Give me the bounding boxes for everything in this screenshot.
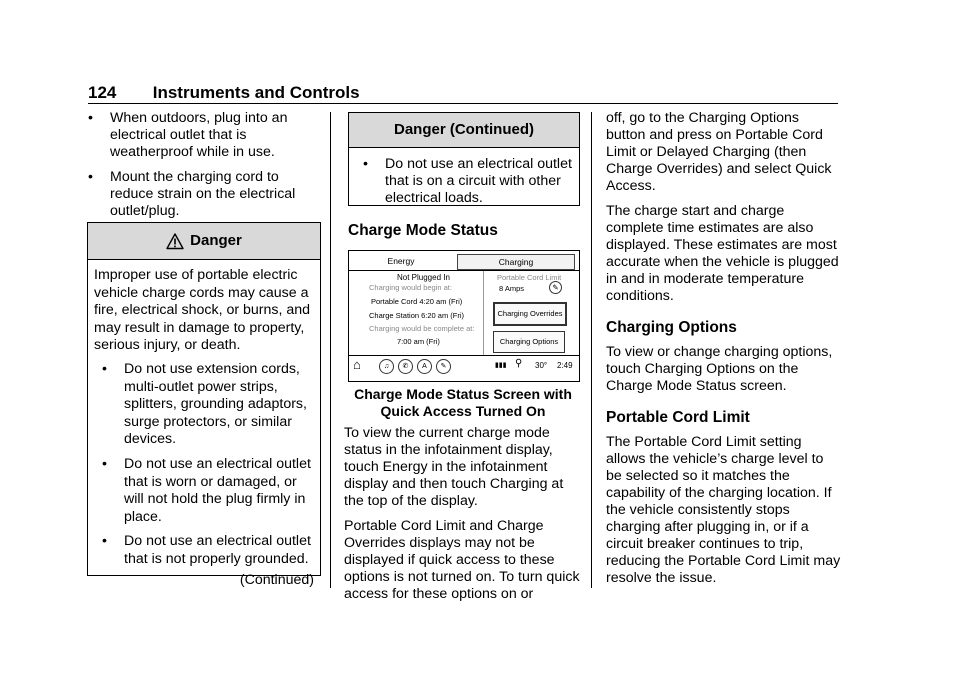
column-3 xyxy=(606,110,842,595)
continued-label: (Continued) xyxy=(239,571,314,588)
warning-icon xyxy=(166,233,184,250)
energy-icon[interactable]: ✎ xyxy=(436,359,451,374)
list-item: • Mount the charging cord to reduce strain on the electrical outlet/plug. xyxy=(88,169,296,219)
plug-status: Not Plugged In xyxy=(397,273,450,282)
audio-icon[interactable]: ♫ xyxy=(379,359,394,374)
paragraph: The charge start and charge complete time estimates are also displayed. These estimates are most accurate when the vehicle is plugged in and in moderate temperature conditions. xyxy=(606,203,839,304)
charging-options-button[interactable]: Charging Options xyxy=(493,331,565,353)
list-item: • Do not use an electrical outlet that is not properly grounded. xyxy=(102,533,311,567)
column-divider-1 xyxy=(330,112,331,588)
danger-header xyxy=(88,223,320,260)
column-2-text xyxy=(344,425,580,611)
pencil-icon[interactable]: ✎ xyxy=(549,281,562,294)
begin-label: Charging would begin at: xyxy=(369,283,452,292)
danger-body xyxy=(88,260,320,589)
divider xyxy=(349,355,579,356)
list-item: • Do not use extension cords, multi-outlet power strips, splitters, grounding adaptors, surge protectors, or similar devices. xyxy=(102,360,307,448)
divider xyxy=(483,271,484,355)
cord-limit-label: Portable Cord Limit xyxy=(497,273,562,282)
heading-charge-mode-status: Charge Mode Status xyxy=(348,222,498,239)
nav-icon[interactable]: A xyxy=(417,359,432,374)
section-title: Instruments and Controls xyxy=(152,83,360,102)
figure-caption: Charge Mode Status Screen with Quick Access Turned On xyxy=(354,386,572,419)
tab-charging[interactable]: Charging xyxy=(457,254,575,270)
home-icon[interactable]: ⌂ xyxy=(353,357,361,372)
paragraph: To view the current charge mode status in the infotainment display, touch Energy in the infotainment display and then touch Charging at the top of the display. xyxy=(344,425,564,509)
page-number: 124 xyxy=(88,83,117,102)
portable-cord-time: Portable Cord 4:20 am (Fri) xyxy=(371,297,463,306)
complete-label: Charging would be complete at: xyxy=(369,324,475,333)
page-header xyxy=(88,82,838,104)
column-1 xyxy=(88,110,318,228)
heading-portable-cord-limit: Portable Cord Limit xyxy=(606,409,750,426)
danger-continued-title: Danger (Continued) xyxy=(349,113,579,148)
list-item: • When outdoors, plug into an electrical outlet that is weatherproof while in use. xyxy=(88,110,288,160)
danger-box xyxy=(87,222,321,588)
complete-time: 7:00 am (Fri) xyxy=(397,337,440,346)
divider xyxy=(349,270,579,271)
list-item: • Do not use an electrical outlet that is on a circuit with other electrical loads. xyxy=(363,156,572,206)
temperature: 30° xyxy=(535,361,548,370)
amps-value: 8 Amps xyxy=(499,284,525,293)
charge-station-time: Charge Station 6:20 am (Fri) xyxy=(369,311,465,320)
clock: 2:49 xyxy=(557,361,573,370)
paragraph: The Portable Cord Limit setting allows the vehicle’s charge level to be selected so it matches the capability of the charging location. If the vehicle consistently stops charging after plugging in, or if a circuit breaker continues to trip, reducing the Portable Cord Limit may resolve the issue. xyxy=(606,434,841,586)
heading-charging-options: Charging Options xyxy=(606,319,737,336)
danger-continued-box xyxy=(348,112,580,206)
paragraph: To view or change charging options, touch Charging Options on the Charge Mode Status screen. xyxy=(606,344,833,394)
location-icon: ⚲ xyxy=(515,358,523,369)
phone-icon[interactable]: ✆ xyxy=(398,359,413,374)
paragraph: Portable Cord Limit and Charge Overrides displays may not be displayed if quick access to these options is not turned on. To turn quick access for these options on or xyxy=(344,518,580,602)
list-item: • Do not use an electrical outlet that is worn or damaged, or will not hold the plug firmly in place. xyxy=(102,455,311,525)
charge-mode-screen xyxy=(348,250,580,382)
paragraph: off, go to the Charging Options button and press on Portable Cord Limit or Delayed Charging (then Charge Overrides) and select Quick Access. xyxy=(606,110,832,194)
danger-intro: Improper use of portable electric vehicle charge cords may cause a fire, electrical shock, or burns, and may result in damage to property, serious injury, or death. xyxy=(94,267,311,354)
column-divider-2 xyxy=(591,112,592,588)
signal-icon: ▮▮▮ xyxy=(495,362,507,369)
charging-overrides-button[interactable]: Charging Overrides xyxy=(493,302,567,326)
tab-energy[interactable]: Energy xyxy=(387,256,415,266)
header-rule xyxy=(88,103,838,104)
danger-title: Danger xyxy=(190,232,242,249)
